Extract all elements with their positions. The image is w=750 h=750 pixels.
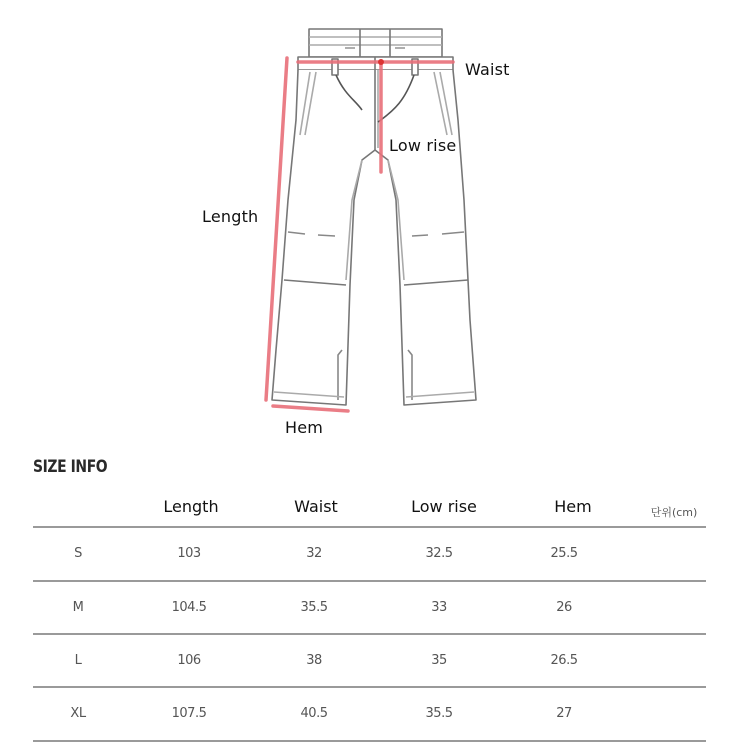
low-rise-cell: 32.5 bbox=[425, 546, 453, 561]
length-cell: 106 bbox=[177, 653, 201, 668]
hem-cell: 26 bbox=[556, 600, 572, 615]
size-info-title: SIZE INFO bbox=[33, 457, 108, 477]
divider bbox=[33, 740, 706, 742]
hem-label: Hem bbox=[285, 418, 324, 437]
low-rise-cell: 35.5 bbox=[425, 706, 453, 721]
hem-cell: 27 bbox=[556, 706, 572, 721]
table-row bbox=[33, 688, 706, 741]
column-header-hem: Hem bbox=[554, 497, 592, 516]
low-rise-cell: 35 bbox=[431, 653, 447, 668]
hem-cell: 26.5 bbox=[550, 653, 578, 668]
size-cell: L bbox=[74, 653, 82, 668]
low-rise-label: Low rise bbox=[389, 136, 457, 155]
low-rise-cell: 33 bbox=[431, 600, 447, 615]
waist-cell: 38 bbox=[306, 653, 322, 668]
column-header-waist: Waist bbox=[294, 497, 338, 516]
length-cell: 107.5 bbox=[171, 706, 207, 721]
length-cell: 103 bbox=[177, 546, 201, 561]
length-label: Length bbox=[202, 207, 259, 226]
table-row bbox=[33, 528, 706, 581]
table-row bbox=[33, 582, 706, 635]
size-table bbox=[33, 488, 706, 721]
column-header-length: Length bbox=[163, 497, 219, 516]
waist-cell: 40.5 bbox=[300, 706, 328, 721]
size-cell: M bbox=[72, 600, 84, 615]
size-cell: XL bbox=[70, 706, 86, 721]
column-header-low-rise: Low rise bbox=[411, 497, 477, 516]
table-header bbox=[33, 488, 706, 526]
table-row bbox=[33, 635, 706, 688]
waist-cell: 32 bbox=[306, 546, 322, 561]
hem-cell: 25.5 bbox=[550, 546, 578, 561]
unit-label: 단위(cm) bbox=[650, 506, 698, 519]
waist-label: Waist bbox=[465, 60, 510, 79]
length-cell: 104.5 bbox=[171, 600, 207, 615]
size-cell: S bbox=[74, 546, 82, 561]
waist-cell: 35.5 bbox=[300, 600, 328, 615]
